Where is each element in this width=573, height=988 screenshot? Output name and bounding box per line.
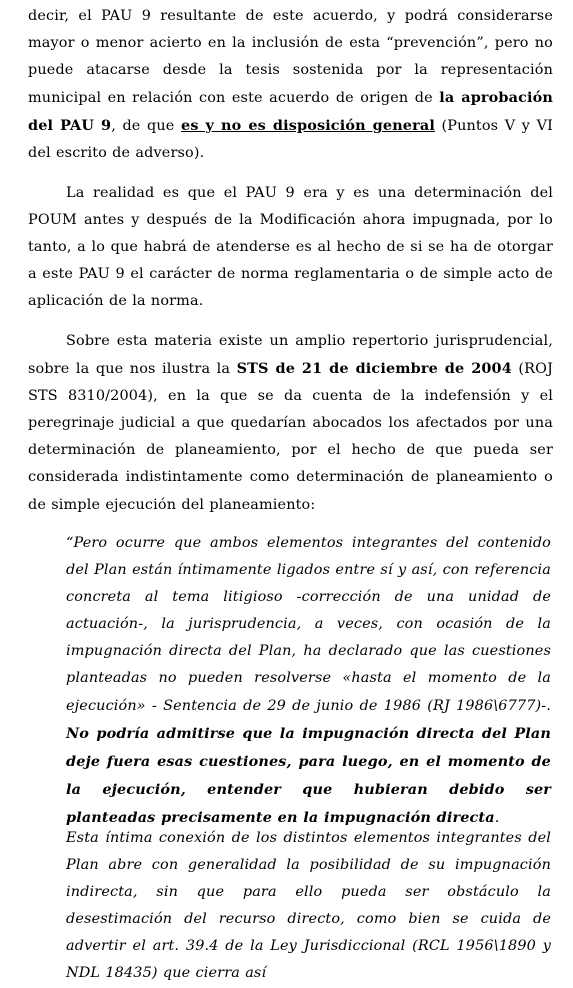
paragraph-text: decir, el PAU 9 resultante de este acuerdo, y podrá considerarse mayor o menor acierto en la inclusión de esta “prevención”, pero no puede atacarse desde la tesis sostenida por la representación municipal en relación con este acuerdo de origen de — [28, 8, 553, 107]
paragraph-continuation — [28, 3, 553, 168]
paragraph-text: (ROJ STS 8310/2004), en la que se da cuenta de la indefensión y el peregrinaje judicial a que quedarían abocados los afectados por una determinación de planeamiento, por el hecho de que pueda ser considerada indistintamente como determinación de planeamiento o de simple ejecución del planeamiento: — [28, 361, 553, 513]
paragraph-text: (Puntos V y VI del escrito de adverso). — [28, 118, 554, 162]
quote-text: . — [494, 809, 500, 826]
bold-phrase: la aprobación del PAU 9 — [28, 89, 553, 135]
paragraph-realidad: La realidad es que el PAU 9 era y es una determinación del POUM antes y después de la Modificación ahora impugnada, por lo tanto, a lo que habrá de atenderse es al hecho de si se ha de otorgar a este PAU 9 el carácter de norma reglamentaria o de simple acto de aplicación de la norma. — [28, 185, 553, 310]
paragraph-text: , de que — [111, 118, 182, 135]
bold-quote-phrase: No podría admitirse que la impugnación directa del Plan deje fuera esas cuestiones, para luego, en el momento de la ejecución, entender que hubieran debido ser planteadas precisamente en la impugnación directa — [66, 724, 551, 826]
paragraph-jurisprudencia — [28, 328, 553, 519]
bold-underlined-phrase: es y no es disposición general — [181, 117, 435, 135]
block-quote — [66, 530, 551, 832]
paragraph-text: Sobre esta materia existe un amplio repertorio jurisprudencial, sobre la que nos ilustra la — [28, 333, 553, 378]
quote-text: “Pero ocurre que ambos elementos integrantes del contenido del Plan están íntimamente ligados entre sí y así, con referencia concreta al tema litigioso -corrección de una unidad de actuación-, la jurisprudencia, a veces, con ocasión de la impugnación directa del Plan, ha declarado que las cuestiones planteadas no pueden resolverse «hasta el momento de la ejecución» - Sentencia de 29 de junio de 1986 (RJ 1986\6777)-. — [66, 535, 551, 714]
block-quote-continuation: Esta íntima conexión de los distintos elementos integrantes del Plan abre con generalidad la posibilidad de su impugnación indirecta, sin que para ello pueda ser obstáculo la desestimación del recurso directo, como bien se cuida de advertir el art. 39.4 de la Ley Jurisdiccional (RCL 1956\1890 y NDL 18435) que cierra así — [66, 830, 551, 982]
bold-citation: STS de 21 de diciembre de 2004 — [236, 360, 512, 378]
